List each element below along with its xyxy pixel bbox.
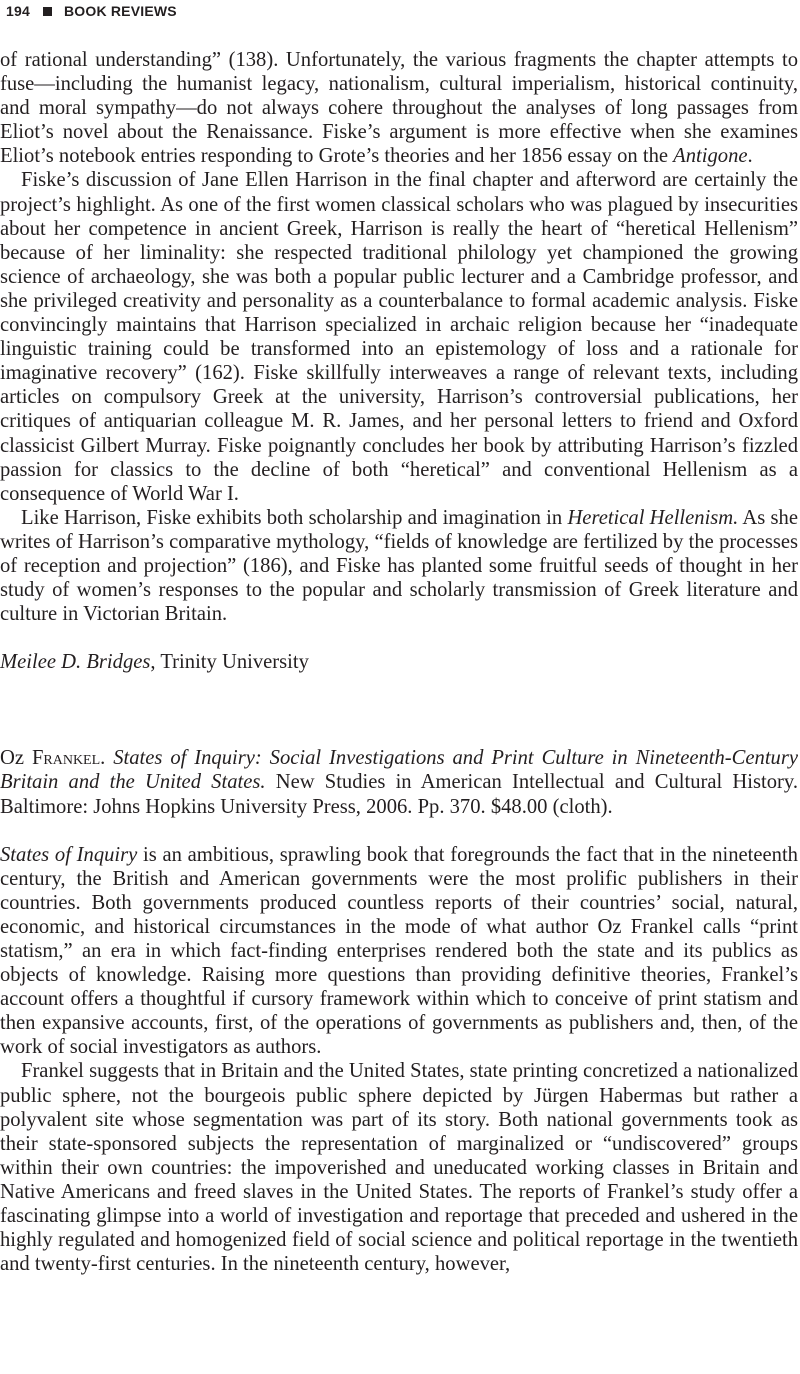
page-number: 194 bbox=[6, 3, 30, 19]
review1-p3-text-b: As she writes of Harrison’s comparative mythology, “fields of knowledge are fertilized by the processes of reception and projection” (186), and Fiske has planted some fruitful seeds of thought in her study of women’s responses to the popular and scholarly transmission of Greek literature and culture in Victorian Britain. bbox=[0, 506, 798, 626]
reviewer-name: Meilee D. Bridges bbox=[0, 651, 151, 674]
citation-details: New Studies in American Intellectual and Cultural History. Baltimore: Johns Hopkins University Press, 2006. Pp. 370. $48.00 (cloth). bbox=[0, 771, 798, 818]
review2-p1-text: is an ambitious, sprawling book that foregrounds the fact that in the nineteenth century, the British and American governments were the most prolific publishers in their countries. Both governments produced countless reports of their countries’ social, natural, economic, and historical circumstances in the mode of what author Oz Frankel calls “print statism,” an era in which fact-finding enterprises rendered both the state and its publics as objects of knowledge. Raising more questions than providing definitive theories, Frankel’s account offers a thoughtful if cursory framework within which to conceive of print statism and then expansive accounts, first, of the operations of governments as publishers and, then, of the work of social investigators as authors. bbox=[0, 843, 798, 1059]
review1-paragraph-2: Fiske’s discussion of Jane Ellen Harrison in the final chapter and afterword are certainly the project’s highlight. As one of the first women classical scholars who was plagued by insecurities about her competence in ancient Greek, Harrison is really the heart of “heretical Hellenism” because of her liminality: she respected traditional philology yet championed the growing science of archaeology, she was both a popular public lecturer and a Cambridge professor, and she privileged creativity and personality as a counterbalance to formal academic analysis. Fiske convincingly maintains that Harrison specialized in archaic religion because her “inadequate linguistic training could be transformed into an epistemology of loss and a rationale for imaginative recovery” (162). Fiske skillfully interweaves a range of relevant texts, including articles on compulsory Greek at the university, Harrison’s controversial publications, her critiques of antiquarian colleague M. R. James, and her personal letters to friend and Oxford classicist Gilbert Murray. Fiske poignantly concludes her book by attributing Harrison’s fizzled passion for classics to the decline of both “heretical” and conventional Hellenism as a consequence of World War I. bbox=[0, 169, 798, 505]
page-body bbox=[0, 48, 798, 1276]
book-citation bbox=[0, 746, 798, 818]
running-header bbox=[0, 0, 177, 22]
citation-title: States of Inquiry: Social Investigations and Print Culture in Nineteenth-Century Britain and the United States. bbox=[0, 747, 798, 794]
reviewer-signature bbox=[0, 650, 798, 674]
review1-paragraph-3 bbox=[0, 506, 798, 626]
review1-p1-text: of rational understanding” (138). Unfortunately, the various fragments the chapter attempts to fuse—including the humanist legacy, nationalism, cultural imperialism, historical continuity, and moral sympathy—do not always cohere throughout the analyses of long passages from Eliot’s novel about the Renaissance. Fiske’s argument is more effective when she examines Eliot’s notebook entries responding to Grote’s theories and her 1856 essay on the bbox=[0, 49, 798, 168]
review1-p1-end: . bbox=[747, 145, 753, 168]
citation-author-last: Frankel bbox=[31, 747, 101, 770]
reviewer-affiliation: , Trinity University bbox=[150, 651, 309, 674]
review-1 bbox=[0, 48, 798, 674]
citation-author-first: Oz bbox=[0, 747, 32, 770]
review1-p3-text-a: Like Harrison, Fiske exhibits both scholarship and imagination in bbox=[21, 506, 568, 529]
review2-paragraph-2: Frankel suggests that in Britain and the United States, state printing concretized a nationalized public sphere, not the bourgeois public sphere depicted by Jürgen Habermas but rather a polyvalent site whose segmentation was part of its story. Both national governments took as their state-sponsored subjects the representation of marginalized or “undiscovered” groups within their own countries: the impoverished and uneducated working classes in Britain and Native Americans and freed slaves in the United States. The reports of Frankel’s study offer a fascinating glimpse into a world of investigation and reportage that preceded and ushered in the highly regulated and homogenized field of social science and political reportage in the twentieth and twenty-first centuries. In the nineteenth century, however, bbox=[0, 1060, 798, 1276]
section-title: BOOK REVIEWS bbox=[63, 3, 177, 19]
review1-p1-title: Antigone bbox=[673, 145, 748, 168]
review2-paragraph-1 bbox=[0, 843, 798, 1060]
review1-p3-title: Heretical Hellenism. bbox=[567, 506, 739, 529]
review1-paragraph-1 bbox=[0, 48, 798, 168]
square-bullet-icon bbox=[43, 7, 52, 16]
citation-separator: . bbox=[100, 747, 114, 770]
review-2 bbox=[0, 843, 798, 1277]
review2-p1-title: States of Inquiry bbox=[0, 843, 138, 866]
